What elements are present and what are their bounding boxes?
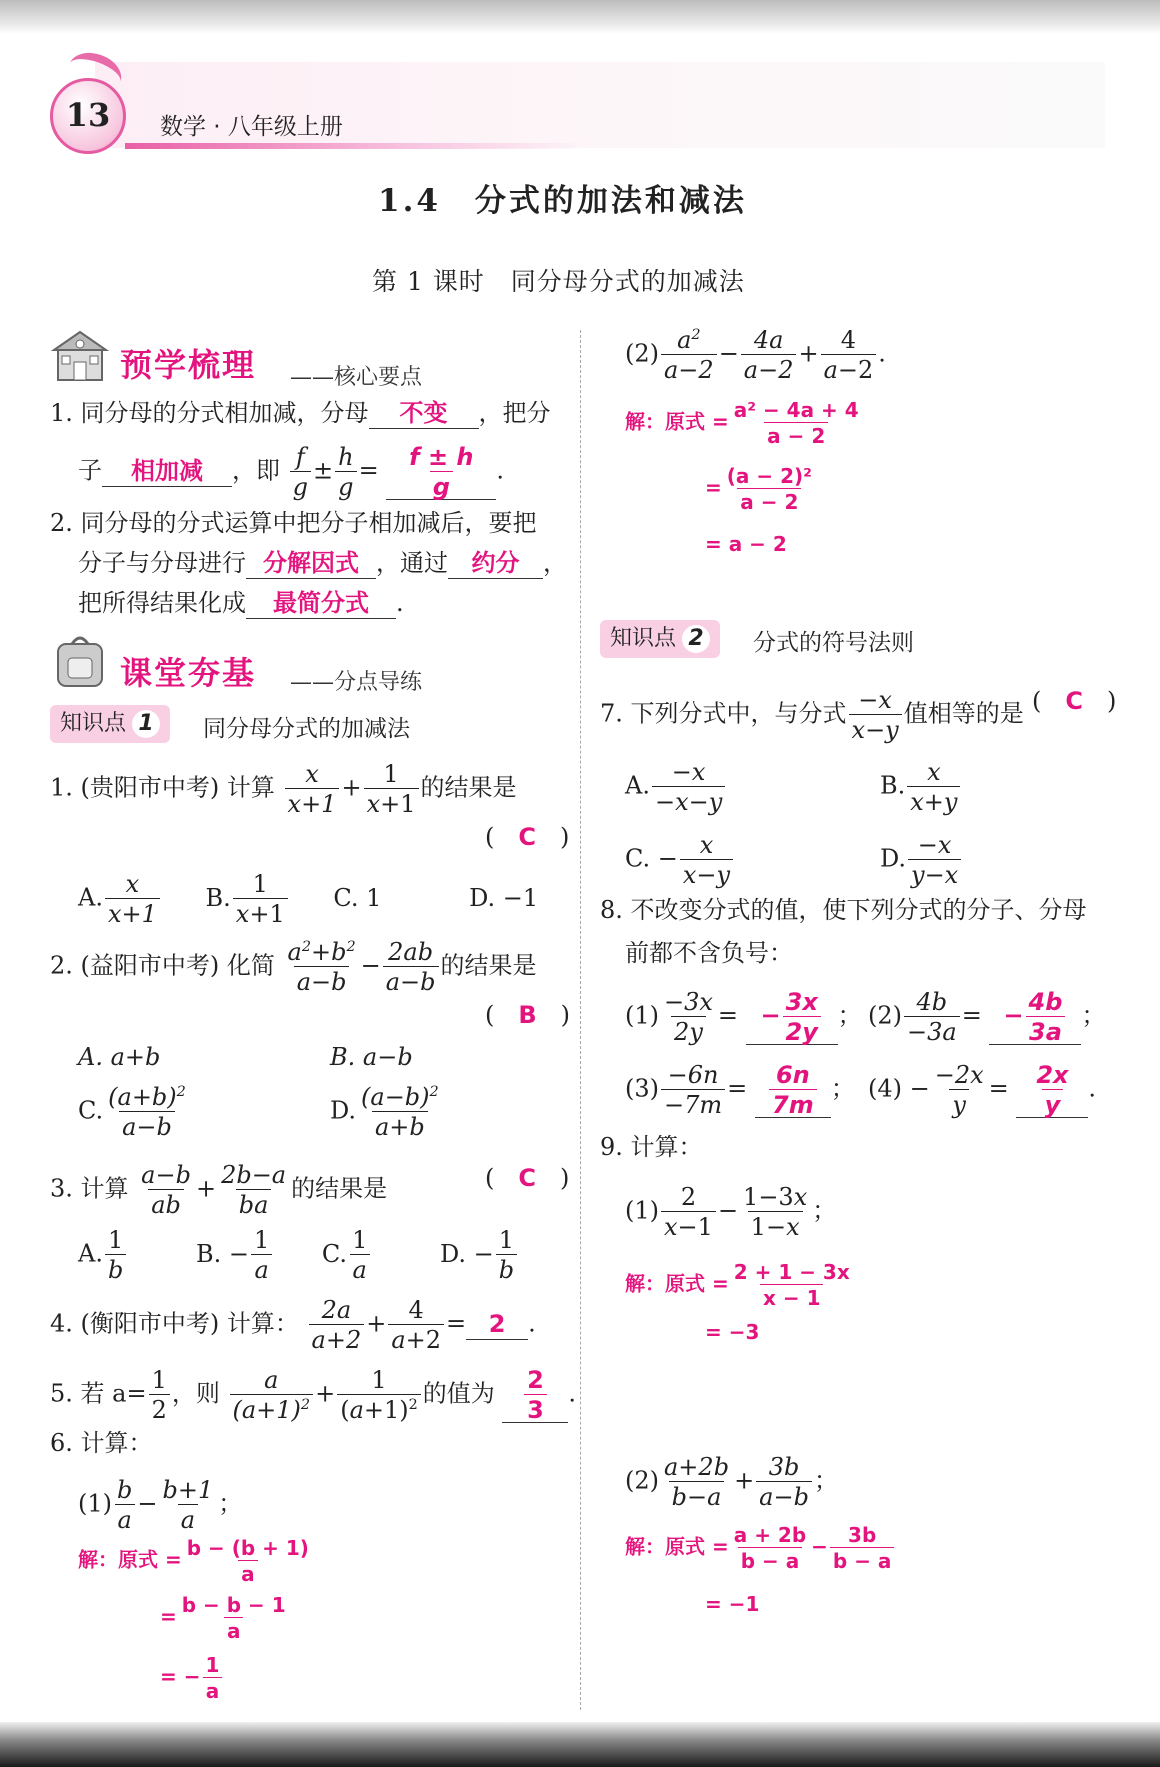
preview-q2-line3: 把所得结果化成 最简分式 . (78, 589, 404, 617)
page-number-badge (50, 78, 126, 154)
banner-preview: 预学梳理 (120, 346, 257, 384)
question-2-option-d: D. $\frac{(a-b)^2}{a+b}$ (330, 1083, 439, 1141)
question-2: 2. (益阳市中考) 化简 $\frac{a^2+b^2}{a-b}$ − $\frac{2ab}{a-b}$ 的结果是 (50, 938, 537, 996)
question-8-line1: 8. 不改变分式的值，使下列分式的分子、分母 (600, 896, 1087, 924)
preview-q2-line1: 2. 同分母的分式运算中把分子相加减后，要把 (50, 509, 537, 537)
question-6-part-2: (2) $\frac{a^2}{a-2}$ − $\frac{4a}{a-2}$ + $\frac{4}{a-2}$ . (625, 326, 886, 384)
question-8-part-4: (4) − $\frac{-2x}{y}$ = $\frac{2x}{y}$ . (868, 1061, 1097, 1119)
bottom-frame (0, 1722, 1160, 1767)
question-7-answer: ( C ) (1032, 687, 1117, 715)
question-7-option-d: D. $\frac{-x}{y-x}$ (880, 833, 963, 887)
question-5: 5. 若 a= $\frac{1}{2}$ ，则 $\frac{a}{(a+1)^2}$ + $\frac{1}{(a+1)^2}$ 的值为 $\frac{2}{3}$ . (50, 1366, 577, 1424)
column-divider (580, 330, 581, 1710)
lesson-subtitle: 第 1 课时 同分母分式的加减法 (372, 267, 745, 296)
knowledge-point-1-title: 同分母分式的加减法 (203, 716, 410, 742)
question-7-option-a: A. $\frac{-x}{-x-y}$ (625, 760, 727, 814)
question-2-option-c: C. $\frac{(a+b)^2}{a-b}$ (78, 1083, 186, 1141)
question-8-part-3: (3) $\frac{-6n}{-7m}$ = $\frac{6n}{7m}$ ； (625, 1061, 855, 1119)
question-8-line2: 前都不含负号： (625, 939, 793, 967)
backpack-icon (50, 630, 110, 688)
top-frame (0, 0, 1160, 34)
question-3: 3. 计算 $\frac{a-b}{ab}$ + $\frac{2b-a}{ba}$ 的结果是 (50, 1161, 388, 1219)
knowledge-point-2-badge: 知识点 2 (600, 620, 720, 658)
question-9: 9. 计算： (600, 1133, 703, 1161)
question-8-part-1: (1) $\frac{-3x}{2y}$ = − $\frac{3x}{2y}$ ； (625, 988, 862, 1046)
question-3-answer: ( C ) (485, 1164, 570, 1192)
q6-solution-2-step-2: = $\frac{\text{(a − 2)²}}{a - 2}$ (705, 464, 812, 514)
question-1: 1. (贵阳市中考) 计算 $\frac{x}{x+1}$ + $\frac{1}{x+1}$ 的结果是 (50, 760, 517, 818)
question-1-answer: ( C ) (485, 823, 570, 851)
question-9-part-1: (1) $\frac{2}{x-1}$ − $\frac{1-3x}{1-x}$ ； (625, 1183, 837, 1241)
question-7-option-b: B. $\frac{x}{x+y}$ (880, 760, 962, 814)
school-icon (50, 326, 110, 384)
question-9-part-2: (2) $\frac{a+2b}{b-a}$ + $\frac{3b}{a-b}$ ； (625, 1453, 838, 1511)
question-8-part-2: (2) $\frac{4b}{-3a}$ = − $\frac{4b}{3a}$ ； (868, 988, 1106, 1046)
preview-q1-line1: 1. 同分母的分式相加减，分母 不变 ，把分 (50, 399, 551, 427)
knowledge-point-2-title: 分式的符号法则 (753, 630, 914, 656)
preview-q2-line2: 分子与分母进行 分解因式 ，通过 约分 ， (78, 549, 567, 577)
question-2-option-b: B. a−b (330, 1043, 413, 1071)
question-1-options: A. $\frac{x}{x+1}$ B. $\frac{1}{x+1}$ C. 1 D. −1 (78, 870, 539, 928)
question-7-option-c: C. − $\frac{x}{x-y}$ (625, 833, 735, 887)
q9-solution-1-result: = −3 (705, 1320, 760, 1344)
page-number: 13 (65, 96, 111, 134)
q9-solution-2-result: = −1 (705, 1592, 760, 1616)
banner-class: 课堂夯基 (120, 654, 257, 692)
book-title: 数学 · 八年级上册 (160, 114, 343, 140)
question-4: 4. (衡阳市中考) 计算： $\frac{2a}{a+2}$ + $\frac{4}{a+2}$ = 2 . (50, 1296, 536, 1354)
q9-solution-2-step-1: 解：原式 = $\frac{a + 2b}{b - a}$ − $\frac{3b}{b - a}$ (625, 1525, 896, 1571)
q6-solution-2-step-1: 解：原式 = $\frac{\text{a² − 4a + 4}}{a - 2}$ (625, 398, 859, 448)
question-7: 7. 下列分式中，与分式 $\frac{-x}{x-y}$ 值相等的是 (600, 686, 1024, 744)
question-2-answer: ( B ) (485, 1001, 571, 1029)
q6-solution-1-step-3: = − $\frac{1}{a}$ (160, 1655, 224, 1701)
knowledge-point-1-badge: 知识点 1 (50, 705, 170, 743)
question-2-option-ab: A. a+b (78, 1043, 161, 1071)
q6-solution-1-step-1: 解：原式 = $\frac{b - (b + 1)}{a}$ (78, 1536, 309, 1586)
banner-class-sub: ——分点导练 (290, 670, 423, 695)
header-underline (125, 143, 585, 149)
preview-q1-line2: 子 相加减 ，即 $\frac{f}{g}$ ± $\frac{h}{g}$ = $\frac{f \pm h}{g}$ . (78, 443, 504, 501)
q6-solution-1-step-2: = $\frac{b - b - 1}{a}$ (160, 1593, 286, 1643)
question-6-part-1: (1) $\frac{b}{a}$ − $\frac{b+1}{a}$ ； (78, 1476, 243, 1534)
q6-solution-2-step-3: = a − 2 (705, 532, 787, 556)
answer-blank: 不变 (399, 399, 448, 427)
section-title: 1.4 分式的加法和减法 (378, 183, 747, 219)
question-3-options: A. $\frac{1}{b}$ B. − $\frac{1}{a}$ C. $\frac{1}{a}$ D. − $\frac{1}{b}$ (78, 1228, 519, 1282)
banner-preview-sub: ——核心要点 (290, 365, 423, 390)
question-6: 6. 计算： (50, 1429, 153, 1457)
q9-solution-1-step-1: 解：原式 = $\frac{2 + 1 - 3x}{x - 1}$ (625, 1260, 850, 1310)
